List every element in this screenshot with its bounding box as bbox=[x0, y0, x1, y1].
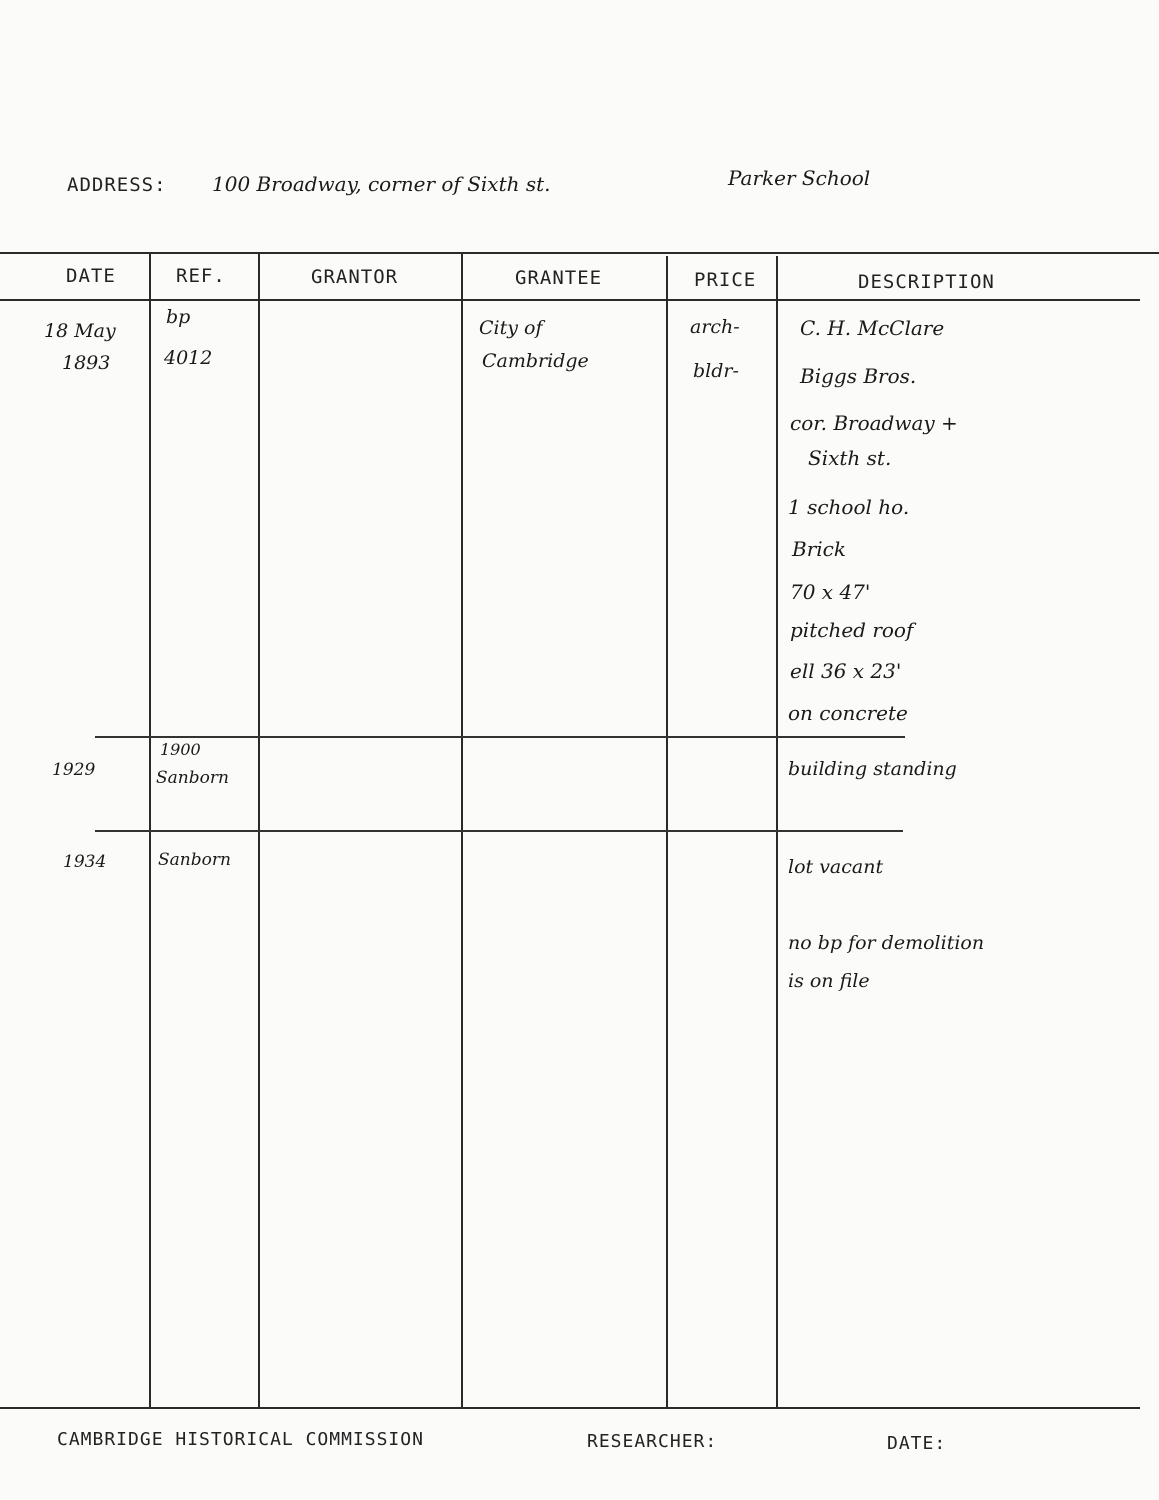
entry-3-date: 1934 bbox=[63, 852, 107, 872]
column-divider bbox=[776, 256, 778, 1407]
address-note: Parker School bbox=[728, 166, 871, 190]
entry-1-description-line-4: Sixth st. bbox=[808, 446, 892, 470]
entry-1-description-line-2: Biggs Bros. bbox=[800, 364, 917, 388]
entry-1-description-line-10: on concrete bbox=[788, 701, 908, 725]
entry-2-date: 1929 bbox=[52, 760, 96, 780]
column-header-date: DATE bbox=[66, 265, 116, 287]
entry-3-description-line-3: is on file bbox=[788, 970, 870, 992]
entry-1-description-line-8: pitched roof bbox=[790, 618, 914, 642]
entry-1-date-line-1: 18 May bbox=[44, 320, 116, 342]
entry-3-description-line-2: no bp for demolition bbox=[788, 932, 985, 954]
entry-3-description-line-1: lot vacant bbox=[788, 856, 884, 878]
row-separator bbox=[95, 830, 903, 832]
entry-2-ref-line-1: 1900 bbox=[160, 740, 201, 759]
entry-1-description-line-3: cor. Broadway + bbox=[790, 411, 958, 435]
column-divider bbox=[666, 256, 668, 1407]
header-bottom-border bbox=[0, 299, 1140, 301]
row-separator bbox=[95, 736, 905, 738]
entry-1-price-line-2: bldr- bbox=[693, 360, 739, 382]
column-header-ref: REF. bbox=[176, 265, 226, 287]
entry-3-ref: Sanborn bbox=[158, 850, 231, 870]
entry-1-grantee-line-2: Cambridge bbox=[482, 350, 589, 372]
entry-1-ref-line-2: 4012 bbox=[164, 347, 213, 369]
entry-2-ref-line-2: Sanborn bbox=[156, 768, 229, 788]
column-header-grantor: GRANTOR bbox=[311, 266, 399, 288]
footer-commission: CAMBRIDGE HISTORICAL COMMISSION bbox=[57, 1429, 424, 1450]
entry-1-grantee-line-1: City of bbox=[479, 317, 543, 339]
footer-date-label: DATE: bbox=[887, 1433, 947, 1454]
entry-1-description-line-7: 70 x 47' bbox=[790, 580, 871, 604]
entry-1-date-line-2: 1893 bbox=[62, 352, 111, 374]
entry-1-description-line-5: 1 school ho. bbox=[788, 495, 910, 519]
table-top-border bbox=[0, 252, 1159, 254]
footer-researcher-label: RESEARCHER: bbox=[587, 1431, 718, 1452]
entry-1-ref-line-1: bp bbox=[166, 306, 191, 328]
entry-1-price-line-1: arch- bbox=[690, 316, 740, 338]
address-label: ADDRESS: bbox=[67, 174, 167, 196]
entry-1-description-line-6: Brick bbox=[792, 537, 846, 561]
column-header-price: PRICE bbox=[694, 269, 757, 291]
column-header-description: DESCRIPTION bbox=[858, 271, 995, 293]
column-header-grantee: GRANTEE bbox=[515, 267, 603, 289]
entry-1-description-line-1: C. H. McClare bbox=[800, 316, 945, 340]
entry-2-description: building standing bbox=[788, 758, 957, 780]
address-value: 100 Broadway, corner of Sixth st. bbox=[212, 172, 551, 196]
entry-1-description-line-9: ell 36 x 23' bbox=[790, 659, 902, 683]
table-bottom-border bbox=[0, 1407, 1140, 1409]
